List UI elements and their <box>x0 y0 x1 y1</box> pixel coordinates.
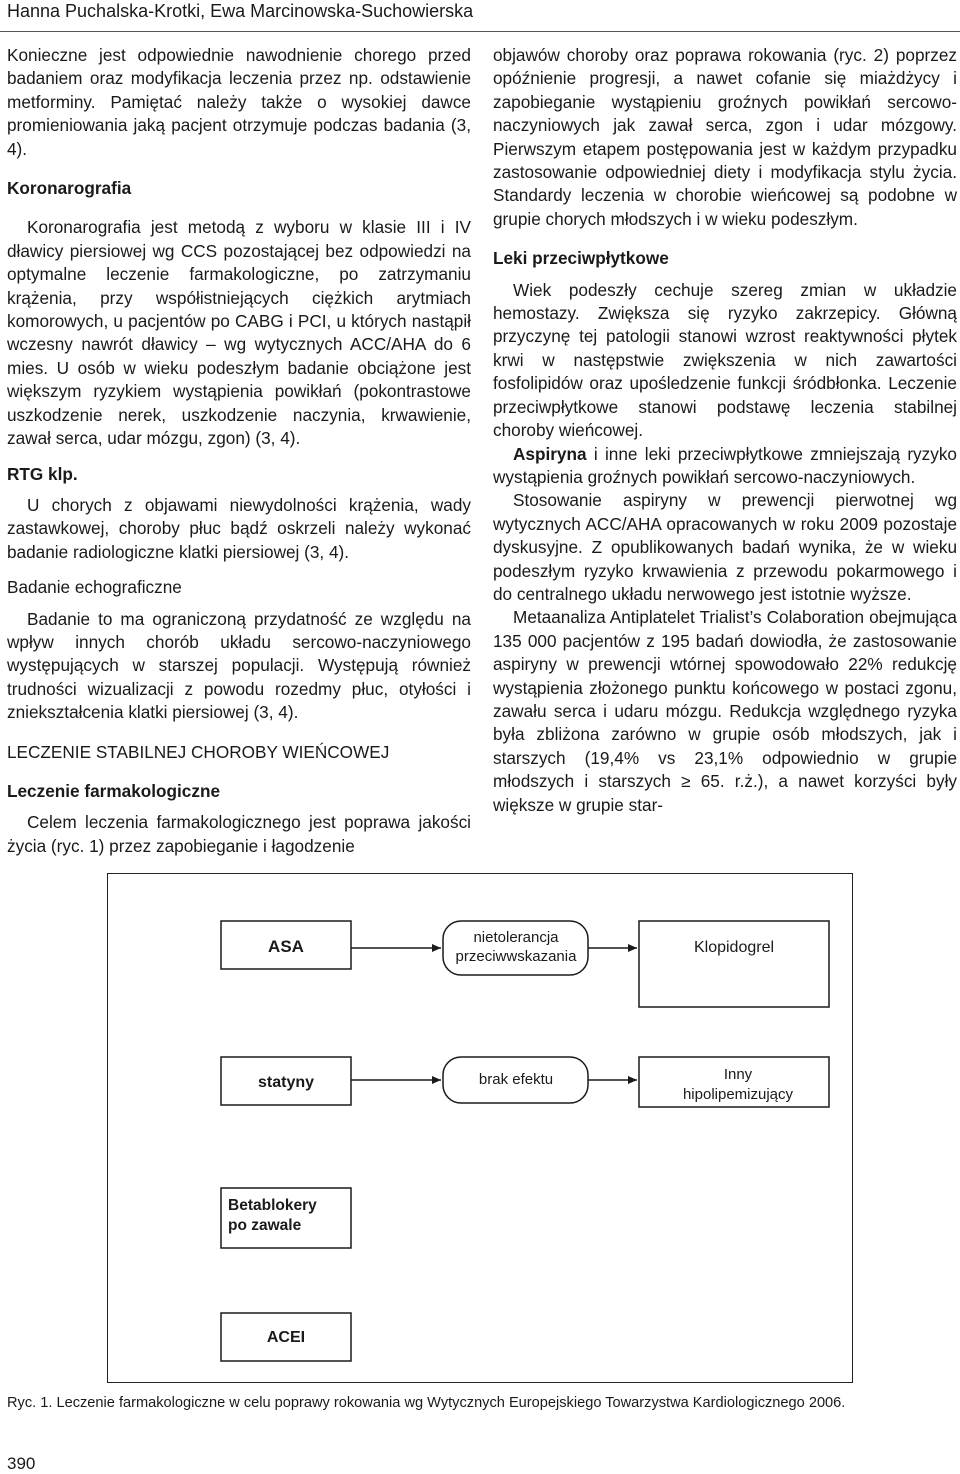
inny-line2: hipolipemizujący <box>682 1086 794 1103</box>
right-column <box>493 44 957 817</box>
intro-paragraph: Konieczne jest odpowiednie nawodnienie chorego przed badaniem oraz modyfikacja leczenia przez np. odstawienie metforminy. Pamiętać należy także o wysokiej dawce promieniowania jaką pacjent otrzymuje podczas badania (3, 4). <box>7 45 471 159</box>
klopidogrel-label: Klopidogrel <box>693 939 775 956</box>
leki-paragraph: Wiek podeszły cechuje szereg zmian w układzie hemostazy. Zwiększa się ryzyko zakrzepicy. Główną przyczynę tej patologii stanowi wzrost reaktywności płytek krwi w następstwie zwiększenia w nich zawartości fosfolipidów oraz upośledzenie funkcji śródbłonka. Leczenie przeciwpłytkowe stanowi podstawę leczenia stabilnej choroby wieńcowej. <box>493 279 957 441</box>
rtg-paragraph: U chorych z objawami niewydolności krążenia, wady zastawkowej, choroby płuc bądź oskrzeli należy wykonać badanie radiologiczne klatki piersiowej (3, 4). <box>7 494 471 562</box>
continuation-paragraph: objawów choroby oraz poprawa rokowania (ryc. 2) poprzez opóźnienie progresji, a nawet cofanie się miażdżycy i zapobieganie wystąpieniu groźnych powikłań sercowo-naczyniowych jak zawał serca, zgon i udar mózgowy. Pierwszym etapem postępowania jest w każdym przypadku zastosowanie odpowiedniej diety i modyfikacja stylu życia. Standardy leczenia w chorobie wieńcowej są podobne w grupie chorych młodszych i w wieku podeszłym. <box>493 45 957 229</box>
metaanaliza-paragraph: Metaanaliza Antiplatelet Trialist’s Colaboration obejmująca 135 000 pacjentów z 195 badań dowiodła, że zastosowanie aspiryny w prewencji wtórnej spowodowało 22% redukcję wystąpienia złożonego punktu końcowego w postaci zgonu, zawału serca i udaru mózgu. Redukcja względnego ryzyka była zbliżona zarówno w grupie osób młodszych, jak i starszych (19,4% vs 23,1% odpowiednio w grupie młodszych i starszych ≥ 65. r.ż.), a nawet korzyści były większe w grupie star- <box>493 607 957 815</box>
farm-heading: Leczenie farmakologiczne <box>7 780 221 801</box>
left-column <box>7 44 471 858</box>
echo-heading: Badanie echograficzne <box>7 577 182 598</box>
figure-caption: Ryc. 1. Leczenie farmakologiczne w celu poprawy rokowania wg Wytycznych Europejskiego Towarzystwa Kardiologicznego 2006. <box>7 1395 846 1411</box>
stosowanie-paragraph: Stosowanie aspiryny w prewencji pierwotnej wg wytycznych ACC/AHA opracowanych w roku 2009 pozostaje dyskusyjne. Z opublikowanych badań wynika, że w wieku podeszłym ryzyko krwawienia z przewodu pokarmowego i do centralnego układu nerwowego jest istotnie wyższe. <box>493 490 957 604</box>
acei-label: ACEI <box>266 1329 306 1346</box>
nietolerancja-line1: nietolerancja <box>473 929 559 946</box>
echo-paragraph: Badanie to ma ograniczoną przydatność ze względu na wpływ innych chorób układu sercowo-naczyniowego występujących w starszej populacji. Występują również trudności wizualizacji z powodu rozedmy płuc, otyłości i zniekształcenia klatki piersiowej (3, 4). <box>7 608 471 723</box>
aspiryna-text: i inne leki przeciwpłytkowe zmniejszają ryzyko wystąpienia groźnych powikłań sercowo-naczyniowych. <box>493 443 957 487</box>
section-heading: LECZENIE STABILNEJ CHOROBY WIEŃCOWEJ <box>7 741 390 762</box>
farm-paragraph: Celem leczenia farmakologicznego jest poprawa jakości życia (ryc. 1) przez zapobieganie i łagodzenie <box>7 812 471 856</box>
inny-line1: Inny <box>723 1066 753 1083</box>
flowchart-svg <box>108 874 851 1381</box>
aspiryna-bold: Aspiryna <box>513 443 587 464</box>
figure-flowchart <box>107 873 853 1383</box>
running-header: Hanna Puchalska-Krotki, Ewa Marcinowska-Suchowierska <box>7 1 474 21</box>
asa-label: ASA <box>268 937 304 956</box>
page-number: 390 <box>7 1454 36 1473</box>
nietolerancja-line2: przeciwwskazania <box>455 948 577 965</box>
koronarografia-heading: Koronarografia <box>7 178 132 199</box>
aspiryna-paragraph <box>493 443 957 490</box>
rtg-heading: RTG klp. <box>7 463 78 484</box>
klopidogrel-box <box>639 921 829 1007</box>
leki-heading: Leki przeciwpłytkowe <box>493 248 669 269</box>
header-rule <box>0 31 960 32</box>
statyny-label: statyny <box>257 1074 315 1091</box>
koronarografia-paragraph: Koronarografia jest metodą z wyboru w klasie III i IV dławicy piersiowej wg CCS pozostającej bez odpowiedzi na optymalne leczenie farmakologiczne, po zatrzymaniu krążenia, przy współistniejących ciężkich arytmiach komorowych, u pacjentów po CABG i PCI, u których nastąpił wczesny nawrót dławicy – wg wytycznych ACC/AHA do 6 mies. U osób w wieku podeszłym badanie obciążone jest większym ryzykiem wystąpienia powikłań (pokontrastowe uszkodzenie nerek, uszkodzenie naczynia, krwawienie, zawał serca, udar mózgu, zgon) (3, 4). <box>7 217 471 449</box>
betablokery-line1: Betablokery <box>228 1197 317 1214</box>
betablokery-line2: po zawale <box>228 1217 302 1234</box>
brak-efektu-label: brak efektu <box>478 1071 554 1088</box>
